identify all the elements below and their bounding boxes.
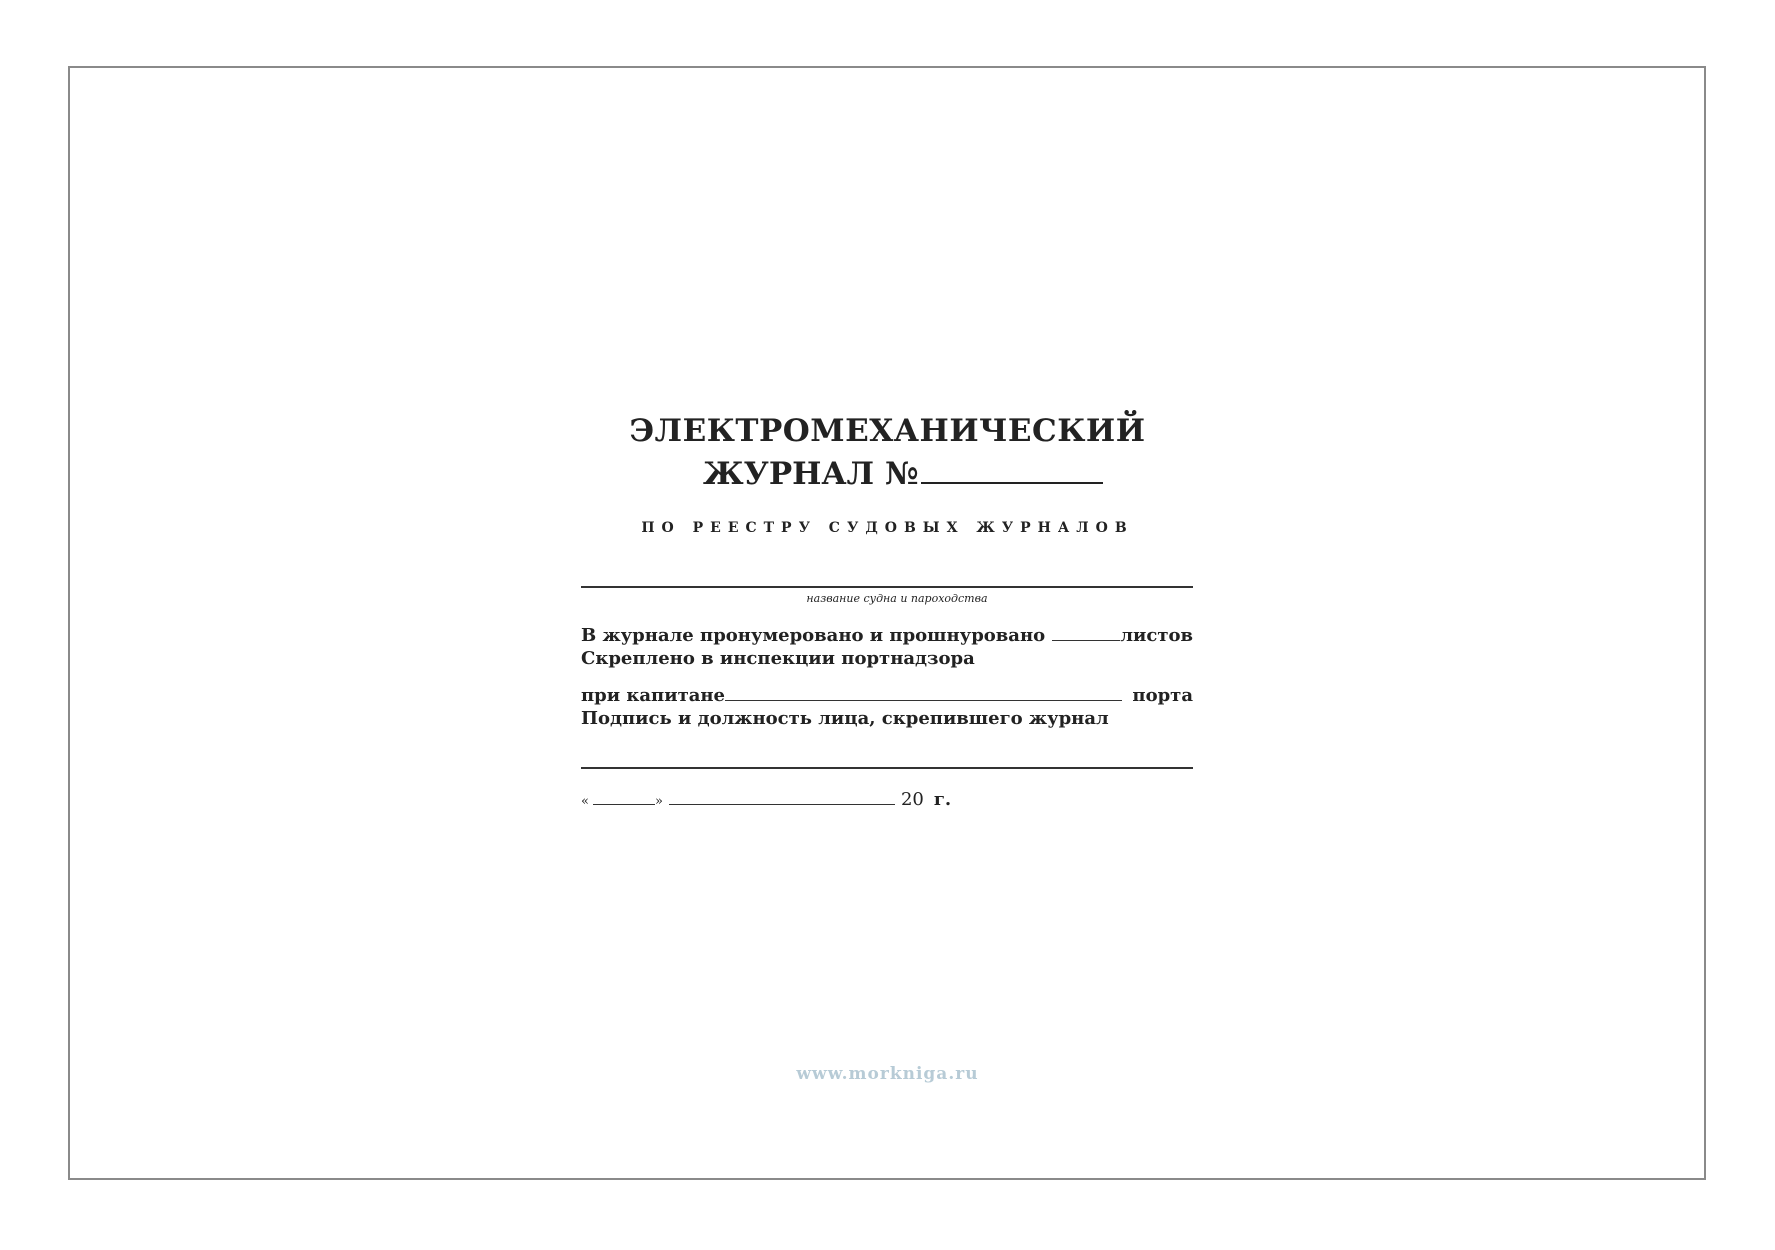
captain-prefix: при капитане	[581, 685, 726, 706]
journal-title	[0, 413, 1775, 449]
signature-line	[581, 767, 1193, 769]
journal-title-text: ЭЛЕКТРОМЕХАНИЧЕСКИЙ	[629, 413, 1146, 449]
captain-line	[581, 685, 1193, 706]
journal-number-blank	[921, 452, 1103, 484]
pages-count-blank	[1052, 639, 1120, 641]
date-open-quote: «	[581, 794, 589, 809]
captain-suffix: порта	[1132, 685, 1193, 706]
journal-number-label: ЖУРНАЛ №	[703, 456, 919, 492]
watermark: www.morkniga.ru	[796, 1064, 979, 1084]
date-close-quote: »	[654, 794, 663, 809]
date-month-blank	[669, 803, 895, 805]
sealed-text: Скреплено в инспекции портнадзора	[581, 648, 975, 669]
signature-caption: Подпись и должность лица, скрепившего журнал	[581, 708, 1109, 729]
signature-caption-line	[581, 708, 1193, 729]
certification-form	[581, 560, 1193, 810]
vessel-name-line	[581, 586, 1193, 588]
date-day-blank	[593, 803, 655, 805]
captain-blank	[725, 699, 1122, 701]
numbered-pages-prefix: В журнале пронумеровано и прошнуровано	[581, 625, 1046, 646]
registry-subtitle: ПО РЕЕСТРУ СУДОВЫХ ЖУРНАЛОВ	[641, 520, 1134, 536]
journal-number-line	[703, 452, 1103, 492]
numbered-pages-suffix: листов	[1120, 625, 1193, 646]
numbered-pages-line	[581, 625, 1193, 646]
date-year: 20	[900, 789, 924, 810]
date-year-suffix: г.	[933, 789, 952, 810]
vessel-name-caption: название судна и пароходства	[806, 592, 988, 605]
date-line	[581, 789, 1193, 810]
sealed-line	[581, 648, 1193, 669]
